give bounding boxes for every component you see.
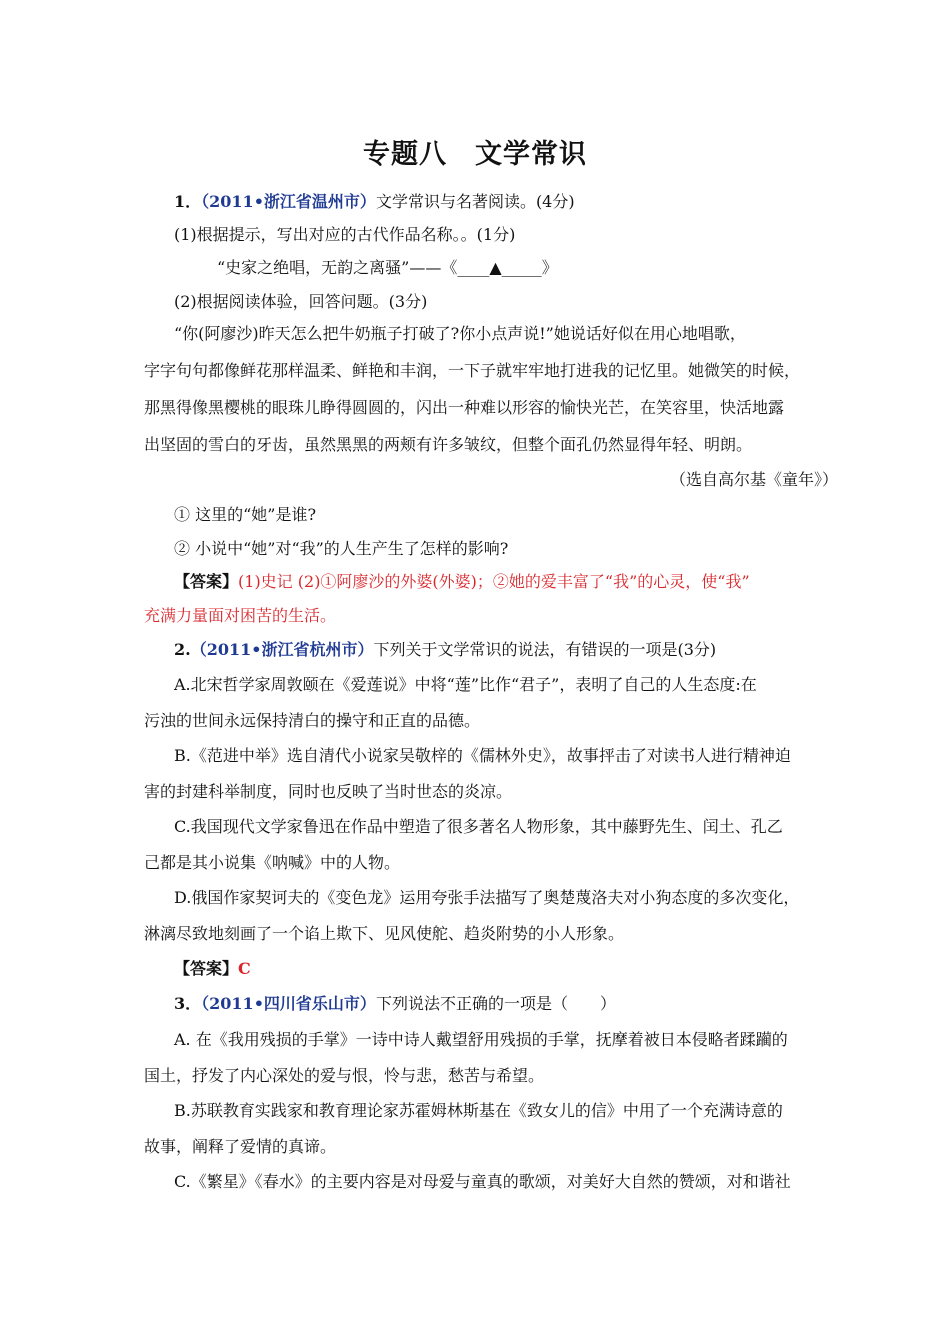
answer-text: (1)史记 (2)①阿廖沙的外婆(外婆)；②她的爱丰富了“我”的心灵，使“我” — [238, 572, 750, 591]
question-source: 2011•浙江省温州市 — [209, 192, 360, 211]
question-number: 2. — [174, 640, 191, 659]
question-stem: 文学常识与名著阅读。(4分) — [375, 192, 575, 211]
q2-answer — [174, 959, 251, 979]
option-b: B.苏联教育实践家和教育理论家苏霍姆林斯基在《致女儿的信》中用了一个充满诗意的 — [174, 1101, 783, 1120]
passage-line: 出坚固的雪白的牙齿，虽然黑黑的两颊有许多皱纹，但整个面孔仍然显得年轻、明朗。 — [144, 435, 753, 454]
question-2-header — [174, 640, 716, 660]
question-stem: 下列关于文学常识的说法，有错误的一项是(3分) — [373, 640, 717, 659]
option-c: C.我国现代文学家鲁迅在作品中塑造了很多著名人物形象，其中藤野先生、闰土、孔乙 — [174, 817, 783, 836]
q1-part-1: (1)根据提示，写出对应的古代作品名称。。(1分) — [174, 225, 516, 244]
answer-blank: ____▲_____ — [457, 258, 542, 277]
q1-subquestion-1: ① 这里的“她”是谁? — [174, 505, 317, 524]
option-d: D.俄国作家契诃夫的《变色龙》运用夸张手法描写了奥楚蔑洛夫对小狗态度的多次变化， — [174, 888, 800, 907]
option-a-continued: 国土，抒发了内心深处的爱与恨，怜与悲，愁苦与希望。 — [144, 1066, 545, 1085]
q1-quote — [217, 258, 558, 278]
option-a: A. 在《我用残损的手掌》一诗中诗人戴望舒用残损的手掌，抚摩着被日本侵略者蹂躏的 — [174, 1030, 788, 1049]
passage-line: 那黑得像黑樱桃的眼珠儿睁得圆圆的，闪出一种难以形容的愉快光芒，在笑容里，快活地露 — [144, 398, 785, 417]
answer-label: 【答案】 — [174, 572, 239, 591]
question-3-header — [174, 994, 616, 1014]
q1-part-2: (2)根据阅读体验，回答问题。(3分) — [174, 292, 428, 311]
passage-source: （选自高尔基《童年》） — [670, 470, 839, 489]
option-b: B.《范进中举》选自清代小说家吴敬梓的《儒林外史》，故事抨击了对读书人进行精神迫 — [174, 746, 791, 765]
question-source-open: （ — [201, 192, 210, 211]
question-source: 2011•浙江省杭州市 — [206, 640, 358, 659]
page-title: 专题八 文学常识 — [363, 139, 587, 170]
quote-text: “史家之绝唱，无韵之离骚”——《 — [217, 258, 458, 277]
question-1-header — [174, 192, 575, 212]
q1-answer — [174, 572, 750, 592]
passage-line: 字字句句都像鲜花那样温柔、鲜艳和丰润，一下子就牢牢地打进我的记忆里。她微笑的时候， — [144, 361, 801, 380]
option-a-continued: 污浊的世间永远保持清白的操守和正直的品德。 — [144, 711, 481, 730]
option-c-continued: 己都是其小说集《呐喊》中的人物。 — [144, 853, 401, 872]
option-a: A.北宋哲学家周敦颐在《爱莲说》中将“莲”比作“君子”，表明了自己的人生态度:在 — [174, 675, 757, 694]
option-b-continued: 故事，阐释了爱情的真谛。 — [144, 1137, 337, 1156]
answer-label: 【答案】 — [174, 959, 239, 978]
question-stem: 下列说法不正确的一项是（ ） — [375, 994, 616, 1013]
option-c: C.《繁星》《春水》的主要内容是对母爱与童真的歌颂，对美好大自然的赞颂，对和谐社 — [174, 1172, 791, 1191]
question-source-close: ） — [357, 640, 374, 659]
question-source-open: （ — [190, 640, 207, 659]
quote-close: 》 — [541, 258, 558, 277]
option-d-continued: 淋漓尽致地刻画了一个谄上欺下、见风使舵、趋炎附势的小人形象。 — [144, 924, 625, 943]
question-number: 1． — [174, 192, 202, 211]
question-source: 2011•四川省乐山市 — [209, 994, 360, 1013]
answer-text: C — [238, 959, 251, 978]
q1-answer-continued: 充满力量面对困苦的生活。 — [144, 606, 337, 625]
passage-line: “你(阿廖沙)昨天怎么把牛奶瓶子打破了?你小点声说!”她说话好似在用心地唱歌， — [174, 324, 746, 343]
question-source-open: （ — [201, 994, 210, 1013]
question-source-close: ） — [359, 994, 376, 1013]
option-b-continued: 害的封建科举制度，同时也反映了当时世态的炎凉。 — [144, 782, 513, 801]
question-number: 3． — [174, 994, 202, 1013]
question-source-close: ） — [359, 192, 376, 211]
q1-subquestion-2: ② 小说中“她”对“我”的人生产生了怎样的影响? — [174, 539, 509, 558]
